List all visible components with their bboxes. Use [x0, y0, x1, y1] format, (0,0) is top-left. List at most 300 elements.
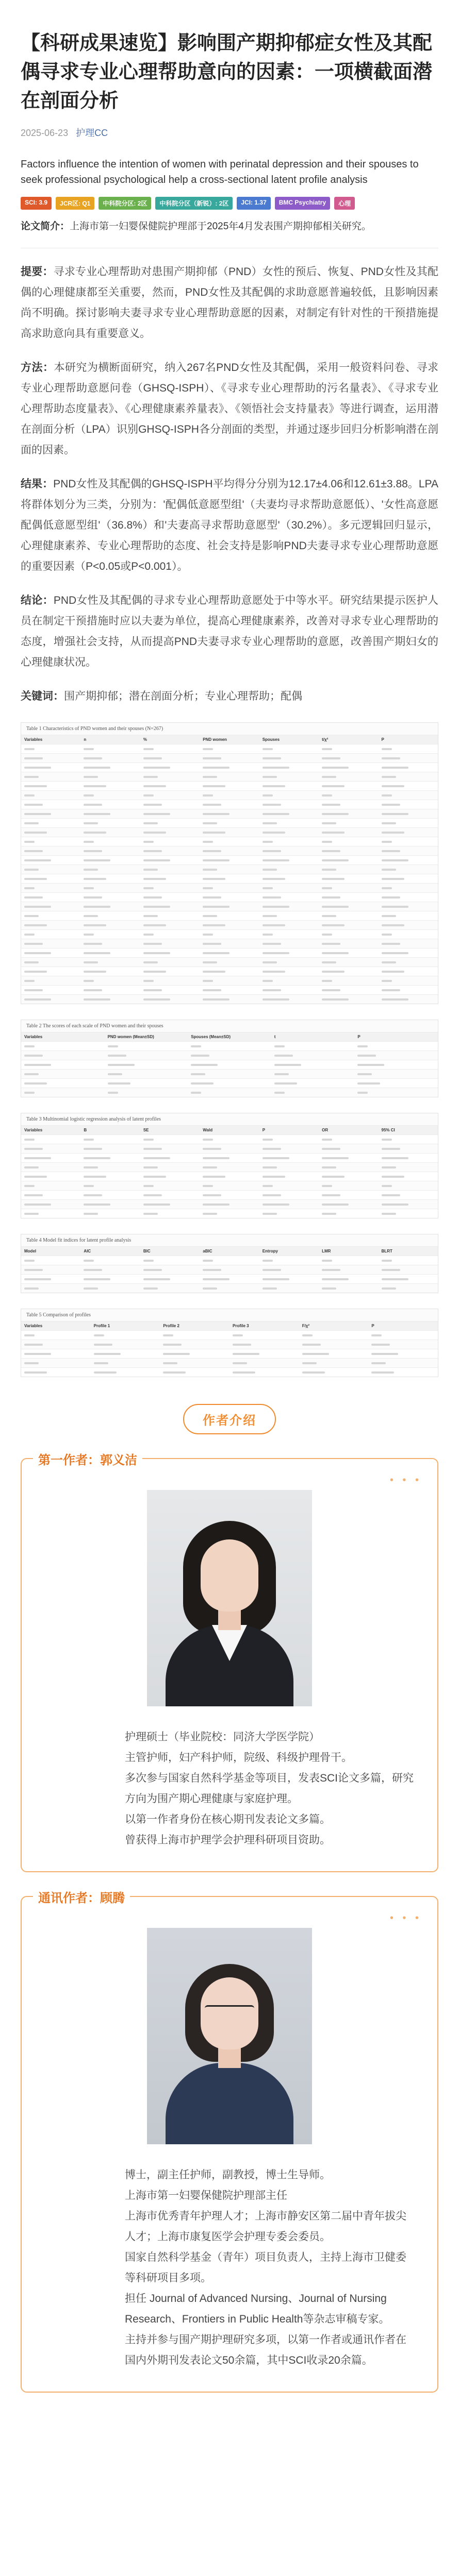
- table-cell: [200, 765, 259, 770]
- table-cell: [200, 1156, 259, 1160]
- figure-list: [0, 722, 459, 1377]
- table-cell: [259, 793, 319, 798]
- table-cell: [259, 1211, 319, 1216]
- table-cell: [259, 830, 319, 835]
- table-cell: [259, 1258, 319, 1263]
- table-cell: [140, 858, 200, 862]
- table-cell: [379, 1156, 438, 1160]
- table-row: [21, 967, 438, 976]
- table-cell: [140, 904, 200, 909]
- table-cell: [319, 802, 378, 807]
- table-cell: [140, 1193, 200, 1197]
- table-row: [21, 1358, 438, 1367]
- table-cell: [21, 1277, 80, 1281]
- table-cell: [200, 923, 259, 927]
- table-cell: [271, 1090, 355, 1095]
- table-header-cell: n: [84, 737, 87, 742]
- table-cell: [140, 747, 200, 751]
- table-cell: [80, 747, 140, 751]
- table-cell: [140, 1165, 200, 1170]
- table-cell: [379, 774, 438, 779]
- table-header-cell: BLRT: [381, 1249, 392, 1253]
- table-cell: [379, 849, 438, 853]
- table-cell: [319, 747, 378, 751]
- table-row: [21, 772, 438, 781]
- table-cell: [80, 1202, 140, 1207]
- table-cell: [319, 811, 378, 816]
- meta-line: [21, 126, 438, 139]
- table-cell: [91, 1342, 160, 1347]
- table-cell: [140, 876, 200, 881]
- table-cell: [379, 793, 438, 798]
- table-cell: [319, 895, 378, 900]
- corresponding-author-role: 通讯作者：顾腾: [33, 1888, 130, 1906]
- table-cell: [259, 849, 319, 853]
- table-cell: [21, 793, 80, 798]
- table-cell: [230, 1342, 299, 1347]
- table-cell: [140, 1137, 200, 1142]
- table-cell: [200, 784, 259, 788]
- table-cell: [259, 765, 319, 770]
- bio-line: 上海市第一妇婴保健院护理部主任: [125, 2190, 287, 2201]
- table-row: [21, 837, 438, 846]
- table-cell: [379, 941, 438, 946]
- tag-badge: 心理: [334, 197, 355, 210]
- table-cell: [21, 1193, 80, 1197]
- table-caption: Table 5 Comparison of profiles: [26, 1312, 91, 1318]
- table-cell: [319, 960, 378, 964]
- table-cell: [21, 1333, 91, 1337]
- table-cell: [379, 1267, 438, 1272]
- section-label: 方法：: [21, 362, 54, 374]
- table-cell: [200, 830, 259, 835]
- table-row: [21, 790, 438, 800]
- table-header-cell: Variables: [24, 1035, 43, 1039]
- table-cell: [105, 1053, 188, 1058]
- bio-line: 曾获得上海市护理学会护理科研项目资助。: [125, 1834, 331, 1846]
- table-row: [21, 827, 438, 837]
- table-cell: [140, 765, 200, 770]
- table-cell: [200, 988, 259, 992]
- table-cell: [319, 969, 378, 974]
- table-cell: [200, 960, 259, 964]
- table-cell: [379, 1183, 438, 1188]
- table-cell: [80, 1258, 140, 1263]
- table-cell: [319, 951, 378, 955]
- table-cell: [140, 867, 200, 872]
- table-cell: [259, 951, 319, 955]
- table-row: [21, 1181, 438, 1190]
- table-cell: [259, 839, 319, 844]
- table-cell: [188, 1053, 271, 1058]
- table-row: [21, 957, 438, 967]
- table-cell: [319, 1174, 378, 1179]
- table-cell: [91, 1351, 160, 1356]
- table-cell: [21, 904, 80, 909]
- table-cell: [319, 876, 378, 881]
- table-cell: [379, 960, 438, 964]
- table-cell: [368, 1333, 438, 1337]
- table-cell: [21, 784, 80, 788]
- table-cell: [379, 1137, 438, 1142]
- table-header-cell: P: [357, 1035, 360, 1039]
- table-cell: [230, 1361, 299, 1365]
- abstract-paragraph: [21, 358, 438, 461]
- table-cell: [105, 1062, 188, 1067]
- table-cell: [80, 1267, 140, 1272]
- first-author-bio: [125, 1727, 417, 1851]
- table-cell: [379, 1277, 438, 1281]
- table-cell: [259, 978, 319, 983]
- table-row: [21, 744, 438, 753]
- table-row: [21, 1190, 438, 1199]
- table-cell: [80, 1183, 140, 1188]
- section-text: 寻求专业心理帮助对患围产期抑郁（PND）女性的预后、恢复、PND女性及其配偶的心理健康都至关重要，然而，PND女性及其配偶的求助意愿普遍较低，且影响因素尚不明确。探讨影响夫妻寻求专业心理帮助意愿的因素，对制定有针对性的干预措施提高求助意向具有重要意义。: [21, 266, 438, 340]
- table-cell: [21, 969, 80, 974]
- table-cell: [379, 1174, 438, 1179]
- table-cell: [319, 765, 378, 770]
- bio-line: 主管护师，妇产科护师，院级、科级护理骨干。: [125, 1752, 352, 1764]
- table-header-cell: 95% CI: [381, 1128, 395, 1132]
- table-caption: Table 1 Characteristics of PND women and their spouses (N=267): [26, 726, 163, 732]
- table-figure[interactable]: [21, 1113, 438, 1218]
- table-cell: [200, 1267, 259, 1272]
- table-cell: [80, 1146, 140, 1151]
- table-cell: [21, 932, 80, 937]
- table-cell: [80, 830, 140, 835]
- table-cell: [319, 923, 378, 927]
- abstract-paragraph: [21, 590, 438, 673]
- table-cell: [368, 1361, 438, 1365]
- table-cell: [319, 1137, 378, 1142]
- table-cell: [200, 867, 259, 872]
- table-cell: [80, 876, 140, 881]
- table-cell: [200, 1137, 259, 1142]
- table-row: [21, 874, 438, 883]
- table-caption: Table 2 The scores of each scale of PND women and their spouses: [26, 1023, 163, 1029]
- table-cell: [140, 1267, 200, 1272]
- table-cell: [379, 895, 438, 900]
- table-figure[interactable]: [21, 1234, 438, 1293]
- bio-line: 以第一作者身份在核心期刊发表论文多篇。: [125, 1814, 331, 1825]
- tag-badge: JCR区: Q1: [56, 197, 94, 210]
- table-cell: [140, 1156, 200, 1160]
- table-row: [21, 1367, 438, 1377]
- table-cell: [319, 821, 378, 825]
- table-cell: [200, 1258, 259, 1263]
- table-cell: [140, 960, 200, 964]
- table-cell: [200, 876, 259, 881]
- table-cell: [140, 978, 200, 983]
- table-row: [21, 939, 438, 948]
- table-cell: [299, 1370, 369, 1375]
- table-cell: [259, 1165, 319, 1170]
- table-cell: [319, 1156, 378, 1160]
- table-cell: [354, 1044, 438, 1048]
- table-cell: [105, 1044, 188, 1048]
- bio-line: 担任 Journal of Advanced Nursing、Journal of Nursing Research、Frontiers in Public Health等杂志审稿专家。: [125, 2293, 390, 2325]
- table-cell: [200, 886, 259, 890]
- table-cell: [200, 904, 259, 909]
- table-cell: [379, 867, 438, 872]
- table-header-cell: OR: [322, 1128, 329, 1132]
- table-row: [21, 781, 438, 790]
- table-cell: [80, 1165, 140, 1170]
- table-cell: [80, 802, 140, 807]
- table-cell: [259, 913, 319, 918]
- source-line: [21, 219, 438, 234]
- table-cell: [379, 904, 438, 909]
- first-author-card: [21, 1453, 438, 1872]
- table-header-cell: Profile 3: [233, 1324, 249, 1328]
- table-cell: [259, 1202, 319, 1207]
- table-cell: [259, 1286, 319, 1291]
- table-cell: [230, 1333, 299, 1337]
- table-cell: [379, 969, 438, 974]
- table-cell: [80, 858, 140, 862]
- table-cell: [140, 1258, 200, 1263]
- section-text: PND女性及其配偶的寻求专业心理帮助意愿处于中等水平。研究结果提示医护人员在制定干预措施时应以夫妻为单位，提高心理健康素养，改善对寻求专业心理帮助的态度，增强社会支持，从而提高PND夫妻寻求专业心理帮助的意愿，改善围产期妇女的心理健康状况。: [21, 595, 438, 668]
- table-cell: [379, 765, 438, 770]
- table-cell: [259, 886, 319, 890]
- tag-list: [21, 197, 438, 210]
- table-row: [21, 1069, 438, 1078]
- table-cell: [140, 821, 200, 825]
- table-cell: [91, 1370, 160, 1375]
- table-cell: [319, 793, 378, 798]
- account-name[interactable]: 护理CC: [76, 128, 108, 138]
- table-cell: [160, 1333, 230, 1337]
- first-author-photo: [147, 1490, 312, 1706]
- table-cell: [21, 1072, 105, 1076]
- bio-line: 主持并参与围产期护理研究多项，以第一作者或通讯作者在国内外期刊发表论文50余篇，其中SCI收录20余篇。: [125, 2334, 406, 2366]
- table-cell: [21, 1146, 80, 1151]
- abstract-paragraph: [21, 686, 438, 707]
- table-header-cell: Spouses: [262, 737, 280, 742]
- table-cell: [271, 1072, 355, 1076]
- table-cell: [379, 839, 438, 844]
- table-cell: [259, 960, 319, 964]
- table-cell: [21, 756, 80, 760]
- table-cell: [188, 1081, 271, 1086]
- table-cell: [140, 1146, 200, 1151]
- table-cell: [259, 988, 319, 992]
- table-cell: [80, 1174, 140, 1179]
- table-cell: [200, 1277, 259, 1281]
- table-row: [21, 818, 438, 827]
- corresponding-author-card: [21, 1891, 438, 2393]
- table-row: [21, 920, 438, 929]
- table-cell: [140, 793, 200, 798]
- table-cell: [80, 932, 140, 937]
- table-row: [21, 800, 438, 809]
- table-cell: [140, 774, 200, 779]
- table-cell: [379, 756, 438, 760]
- table-cell: [80, 793, 140, 798]
- table-cell: [319, 886, 378, 890]
- table-caption: Table 3 Multinomial logistic regression analysis of latent profiles: [26, 1116, 161, 1122]
- table-cell: [21, 821, 80, 825]
- tag-badge: SCI: 3.9: [21, 197, 52, 210]
- table-row: [21, 1256, 438, 1265]
- table-cell: [21, 839, 80, 844]
- table-header-cell: Wald: [203, 1128, 213, 1132]
- table-cell: [200, 858, 259, 862]
- table-cell: [299, 1333, 369, 1337]
- table-cell: [319, 1193, 378, 1197]
- table-row: [21, 1144, 438, 1153]
- table-header-cell: F/χ²: [302, 1324, 310, 1328]
- table-cell: [80, 969, 140, 974]
- table-row: [21, 1340, 438, 1349]
- table-cell: [379, 802, 438, 807]
- table-header-cell: Variables: [24, 1324, 43, 1328]
- table-cell: [140, 756, 200, 760]
- table-cell: [259, 756, 319, 760]
- table-cell: [80, 784, 140, 788]
- table-cell: [140, 886, 200, 890]
- table-cell: [354, 1090, 438, 1095]
- table-cell: [379, 1165, 438, 1170]
- table-cell: [200, 978, 259, 983]
- table-header: [21, 1032, 438, 1041]
- table-cell: [21, 802, 80, 807]
- table-cell: [200, 1165, 259, 1170]
- table-row: [21, 846, 438, 855]
- table-cell: [379, 1202, 438, 1207]
- table-cell: [200, 1211, 259, 1216]
- table-figure[interactable]: [21, 1309, 438, 1377]
- table-cell: [80, 886, 140, 890]
- table-cell: [319, 784, 378, 788]
- table-cell: [259, 747, 319, 751]
- table-cell: [188, 1062, 271, 1067]
- table-cell: [80, 913, 140, 918]
- table-cell: [105, 1090, 188, 1095]
- table-cell: [259, 821, 319, 825]
- corresponding-author-photo: [147, 1928, 312, 2144]
- table-cell: [259, 932, 319, 937]
- table-cell: [80, 997, 140, 1002]
- table-cell: [80, 1193, 140, 1197]
- table-cell: [80, 923, 140, 927]
- table-cell: [259, 811, 319, 816]
- bio-line: 多次参与国家自然科学基金等项目，发表SCI论文多篇，研究方向为围产期心理健康与家庭护理。: [125, 1772, 414, 1805]
- table-cell: [259, 923, 319, 927]
- table-cell: [80, 978, 140, 983]
- table-cell: [319, 1211, 378, 1216]
- table-cell: [379, 784, 438, 788]
- table-cell: [379, 886, 438, 890]
- table-cell: [21, 1351, 91, 1356]
- table-row: [21, 1088, 438, 1097]
- table-cell: [200, 1174, 259, 1179]
- table-cell: [200, 1193, 259, 1197]
- table-cell: [319, 756, 378, 760]
- table-cell: [21, 811, 80, 816]
- table-cell: [319, 1258, 378, 1263]
- table-cell: [319, 867, 378, 872]
- table-cell: [379, 932, 438, 937]
- bio-line: 上海市优秀青年护理人才；上海市静安区第二届中青年拔尖人才；上海市康复医学会护理专委会委员。: [125, 2210, 406, 2243]
- table-cell: [379, 747, 438, 751]
- table-cell: [271, 1081, 355, 1086]
- bio-line: 护理硕士（毕业院校：同济大学医学院）: [125, 1731, 320, 1743]
- table-header: [21, 1125, 438, 1134]
- table-row: [21, 1330, 438, 1340]
- table-cell: [354, 1081, 438, 1086]
- table-row: [21, 892, 438, 902]
- table-header-cell: B: [84, 1128, 87, 1132]
- table-cell: [140, 932, 200, 937]
- table-cell: [379, 1211, 438, 1216]
- table-cell: [319, 904, 378, 909]
- table-cell: [21, 1258, 80, 1263]
- table-cell: [21, 1053, 105, 1058]
- table-cell: [21, 923, 80, 927]
- table-cell: [80, 1286, 140, 1291]
- table-cell: [21, 941, 80, 946]
- table-cell: [259, 941, 319, 946]
- table-cell: [299, 1351, 369, 1356]
- table-header-cell: SE: [143, 1128, 149, 1132]
- table-cell: [21, 1174, 80, 1179]
- table-header-cell: Variables: [24, 1128, 43, 1132]
- source-label: 论文简介：: [21, 221, 70, 232]
- section-text: 围产期抑郁；潜在剖面分析；专业心理帮助；配偶: [64, 690, 302, 702]
- table-header-cell: Profile 2: [163, 1324, 179, 1328]
- table-cell: [379, 923, 438, 927]
- table-cell: [21, 895, 80, 900]
- table-cell: [319, 830, 378, 835]
- table-cell: [140, 830, 200, 835]
- table-cell: [21, 867, 80, 872]
- table-cell: [319, 849, 378, 853]
- table-cell: [21, 951, 80, 955]
- table-cell: [200, 1286, 259, 1291]
- table-row: [21, 1153, 438, 1162]
- table-cell: [80, 821, 140, 825]
- table-figure[interactable]: [21, 1020, 438, 1097]
- table-cell: [140, 1174, 200, 1179]
- table-row: [21, 1265, 438, 1274]
- table-cell: [21, 747, 80, 751]
- table-header-cell: Variables: [24, 737, 43, 742]
- table-header-cell: Spouses (Mean±SD): [191, 1035, 231, 1039]
- table-cell: [379, 997, 438, 1002]
- section-text: 本研究为横断面研究，纳入267名PND女性及其配偶，采用一般资料问卷、寻求专业心理帮助意愿问卷（GHSQ-ISPH）、《寻求专业心理帮助的污名量表》、《寻求专业心理帮助态度量表》、《心理健康素养量表》、《领悟社会支持量表》等进行调查，运用潜在剖面分析（LPA）识别GHSQ-ISPH各分剖面的类型，并通过逐步回归分析影响潜在剖面的因素。: [21, 362, 439, 456]
- decor-dots: • • •: [389, 1475, 422, 1486]
- table-cell: [80, 895, 140, 900]
- table-cell: [319, 1146, 378, 1151]
- table-cell: [140, 784, 200, 788]
- table-cell: [21, 988, 80, 992]
- table-cell: [379, 821, 438, 825]
- table-cell: [200, 774, 259, 779]
- table-cell: [259, 904, 319, 909]
- table-cell: [140, 1211, 200, 1216]
- table-cell: [140, 923, 200, 927]
- table-cell: [354, 1062, 438, 1067]
- table-cell: [379, 1146, 438, 1151]
- table-cell: [140, 951, 200, 955]
- table-header-cell: Entropy: [262, 1249, 278, 1253]
- table-cell: [21, 1165, 80, 1170]
- table-cell: [80, 904, 140, 909]
- table-cell: [271, 1053, 355, 1058]
- table-figure[interactable]: [21, 722, 438, 1004]
- table-cell: [379, 1286, 438, 1291]
